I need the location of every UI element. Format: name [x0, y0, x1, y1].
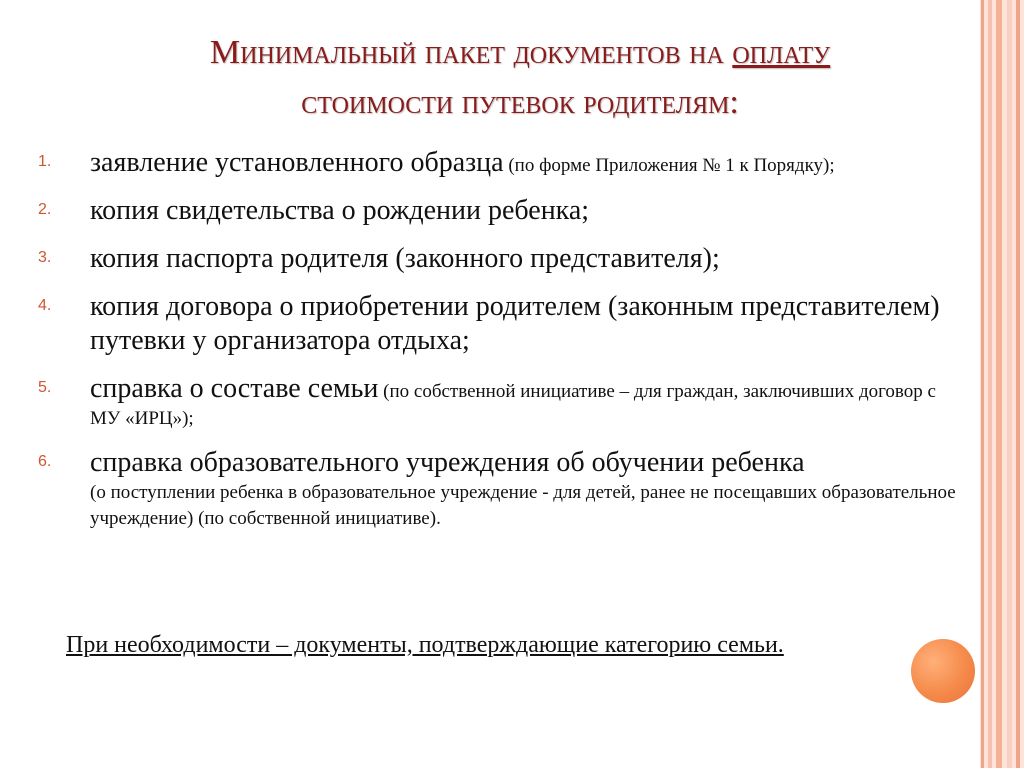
list-item [38, 372, 968, 432]
item-number: 2. [38, 201, 52, 218]
item-text: копия договора о приобретении родителем (законным представителем) путевки у организатора отдыха; [90, 291, 940, 356]
stripe [1007, 0, 1012, 768]
item-number: 3. [38, 249, 52, 266]
orange-circle-decoration [911, 639, 975, 703]
title-line-1 [60, 28, 980, 78]
list-item [38, 446, 968, 532]
document-list [38, 146, 968, 546]
title-line-2: стоимости путевок родителям: [301, 84, 739, 121]
item-text: справка образовательного учреждения об обучении ребенка [90, 447, 805, 478]
item-note: (по собственной инициативе – для граждан, заключивших договор с МУ «ИРЦ»); [90, 381, 936, 429]
item-number: 6. [38, 453, 52, 470]
slide-title [60, 28, 980, 128]
item-text: справка о составе семьи [90, 373, 379, 404]
stripe [981, 0, 984, 768]
stripe [996, 0, 1002, 768]
item-note: (о поступлении ребенка в образовательное учреждение - для детей, ранее не посещавших образовательное учреждение) (по собственной инициативе). [90, 482, 956, 529]
stripe [988, 0, 992, 768]
item-text: копия паспорта родителя (законного представителя); [90, 243, 720, 274]
item-text: заявление установленного образца [90, 147, 504, 178]
item-text: копия свидетельства о рождении ребенка; [90, 195, 590, 226]
title-line-1-prefix: Минимальный пакет документов на [209, 34, 733, 71]
stripe [1016, 0, 1020, 768]
footer-note: При необходимости – документы, подтверждающие категорию семьи. [66, 632, 784, 658]
item-number: 4. [38, 297, 52, 314]
list-item [38, 242, 968, 276]
item-number: 1. [38, 153, 52, 170]
list-item [38, 290, 968, 358]
list-item [38, 194, 968, 228]
item-note: (по форме Приложения № 1 к Порядку); [503, 155, 835, 176]
list-item [38, 146, 968, 180]
title-line-1-underlined: оплату [732, 34, 831, 71]
decorative-stripes [980, 0, 1024, 768]
item-number: 5. [38, 379, 52, 396]
